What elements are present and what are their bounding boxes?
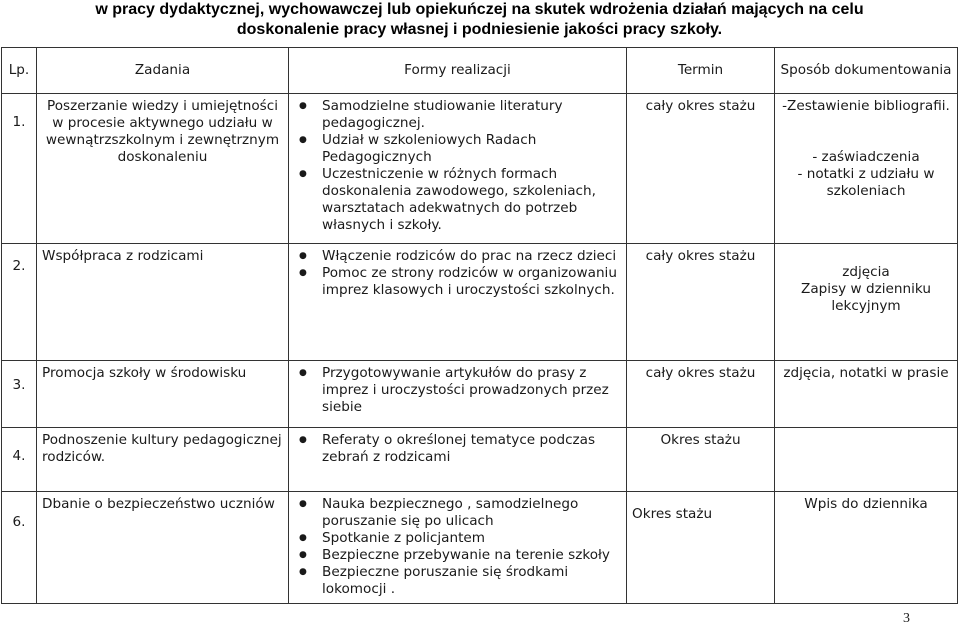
forms-list — [294, 248, 621, 299]
term-cell: cały okres stażu — [627, 94, 775, 244]
documentation-line: szkoleniach — [826, 183, 906, 199]
list-item: ● Bezpieczne poruszanie się środkami lokomocji . — [322, 564, 621, 598]
documentation-line: - zaświadczenia — [812, 149, 920, 165]
documentation-line: Zapisy w dzienniku — [801, 281, 931, 297]
documentation-cell — [775, 94, 958, 244]
list-item: ● Nauka bezpiecznego , samodzielnego poruszanie się po ulicach — [322, 496, 621, 530]
forms-cell — [289, 428, 627, 492]
row-number: 1. — [2, 94, 37, 244]
table-row — [2, 94, 958, 244]
header-term: Termin — [627, 48, 775, 94]
documentation-line: zdjęcia — [842, 264, 890, 280]
forms-cell — [289, 492, 627, 604]
page-number: 3 — [903, 611, 910, 626]
documentation-line: - notatki z udziału w — [797, 166, 935, 182]
table-row — [2, 361, 958, 428]
documentation-cell — [775, 361, 958, 428]
list-item: ● Bezpieczne przebywanie na terenie szkoły — [322, 547, 621, 564]
task-cell: Dbanie o bezpieczeństwo uczniów — [37, 492, 289, 604]
table-header-row — [2, 48, 958, 94]
header-lp: Lp. — [2, 48, 37, 94]
term-cell: Okres stażu — [627, 428, 775, 492]
list-item: ● Pomoc ze strony rodziców w organizowaniu imprez klasowych i uroczystości szkolnych. — [322, 265, 621, 299]
table-row — [2, 492, 958, 604]
forms-list — [294, 98, 621, 234]
list-item: ● Udział w szkoleniowych Radach Pedagogicznych — [322, 132, 621, 166]
table-row — [2, 244, 958, 361]
list-item: ● Uczestniczenie w różnych formach doskonalenia zawodowego, szkoleniach, warsztatach adekwatnych do potrzeb własnych i szkoły. — [322, 166, 621, 234]
forms-list — [294, 496, 621, 598]
list-item: ● Referaty o określonej tematyce podczas zebrań z rodzicami — [322, 432, 621, 466]
documentation-line: lekcyjnym — [831, 298, 901, 314]
documentation-line: -Zestawienie bibliografii. — [782, 98, 950, 114]
row-number: 4. — [2, 428, 37, 492]
documentation-cell — [775, 428, 958, 492]
task-cell: Promocja szkoły w środowisku — [37, 361, 289, 428]
list-item: ● Spotkanie z policjantem — [322, 530, 621, 547]
term-cell: cały okres stażu — [627, 244, 775, 361]
documentation-line: zdjęcia, notatki w prasie — [783, 365, 949, 381]
forms-list — [294, 365, 621, 416]
heading-line-1: w pracy dydaktycznej, wychowawczej lub opiekuńczej na skutek wdrożenia działań mających na celu — [95, 1, 864, 18]
list-item: ● Przygotowywanie artykułów do prasy z imprez i uroczystości prowadzonych przez siebie — [322, 365, 621, 416]
heading-line-2: doskonalenie pracy własnej i podniesienie jakości pracy szkoły. — [236, 21, 723, 38]
term-cell: Okres stażu — [627, 492, 775, 604]
task-cell: Poszerzanie wiedzy i umiejętności w procesie aktywnego udziału w wewnątrzszkolnym i zewnętrznym doskonaleniu — [37, 94, 289, 244]
row-number: 2. — [2, 244, 37, 361]
row-number: 3. — [2, 361, 37, 428]
forms-list — [294, 432, 621, 466]
documentation-cell — [775, 492, 958, 604]
term-cell: cały okres stażu — [627, 361, 775, 428]
development-plan-table — [1, 47, 958, 604]
list-item: ● Włączenie rodziców do prac na rzecz dzieci — [322, 248, 621, 265]
header-documentation: Sposób dokumentowania — [775, 48, 958, 94]
documentation-line: Wpis do dziennika — [804, 496, 928, 512]
header-tasks: Zadania — [37, 48, 289, 94]
row-number: 6. — [2, 492, 37, 604]
table-row — [2, 428, 958, 492]
documentation-cell — [775, 244, 958, 361]
list-item: ● Samodzielne studiowanie literatury pedagogicznej. — [322, 98, 621, 132]
header-forms: Formy realizacji — [289, 48, 627, 94]
document-heading — [0, 0, 959, 40]
forms-cell — [289, 244, 627, 361]
task-cell: Współpraca z rodzicami — [37, 244, 289, 361]
forms-cell — [289, 94, 627, 244]
task-cell: Podnoszenie kultury pedagogicznej rodziców. — [37, 428, 289, 492]
forms-cell — [289, 361, 627, 428]
